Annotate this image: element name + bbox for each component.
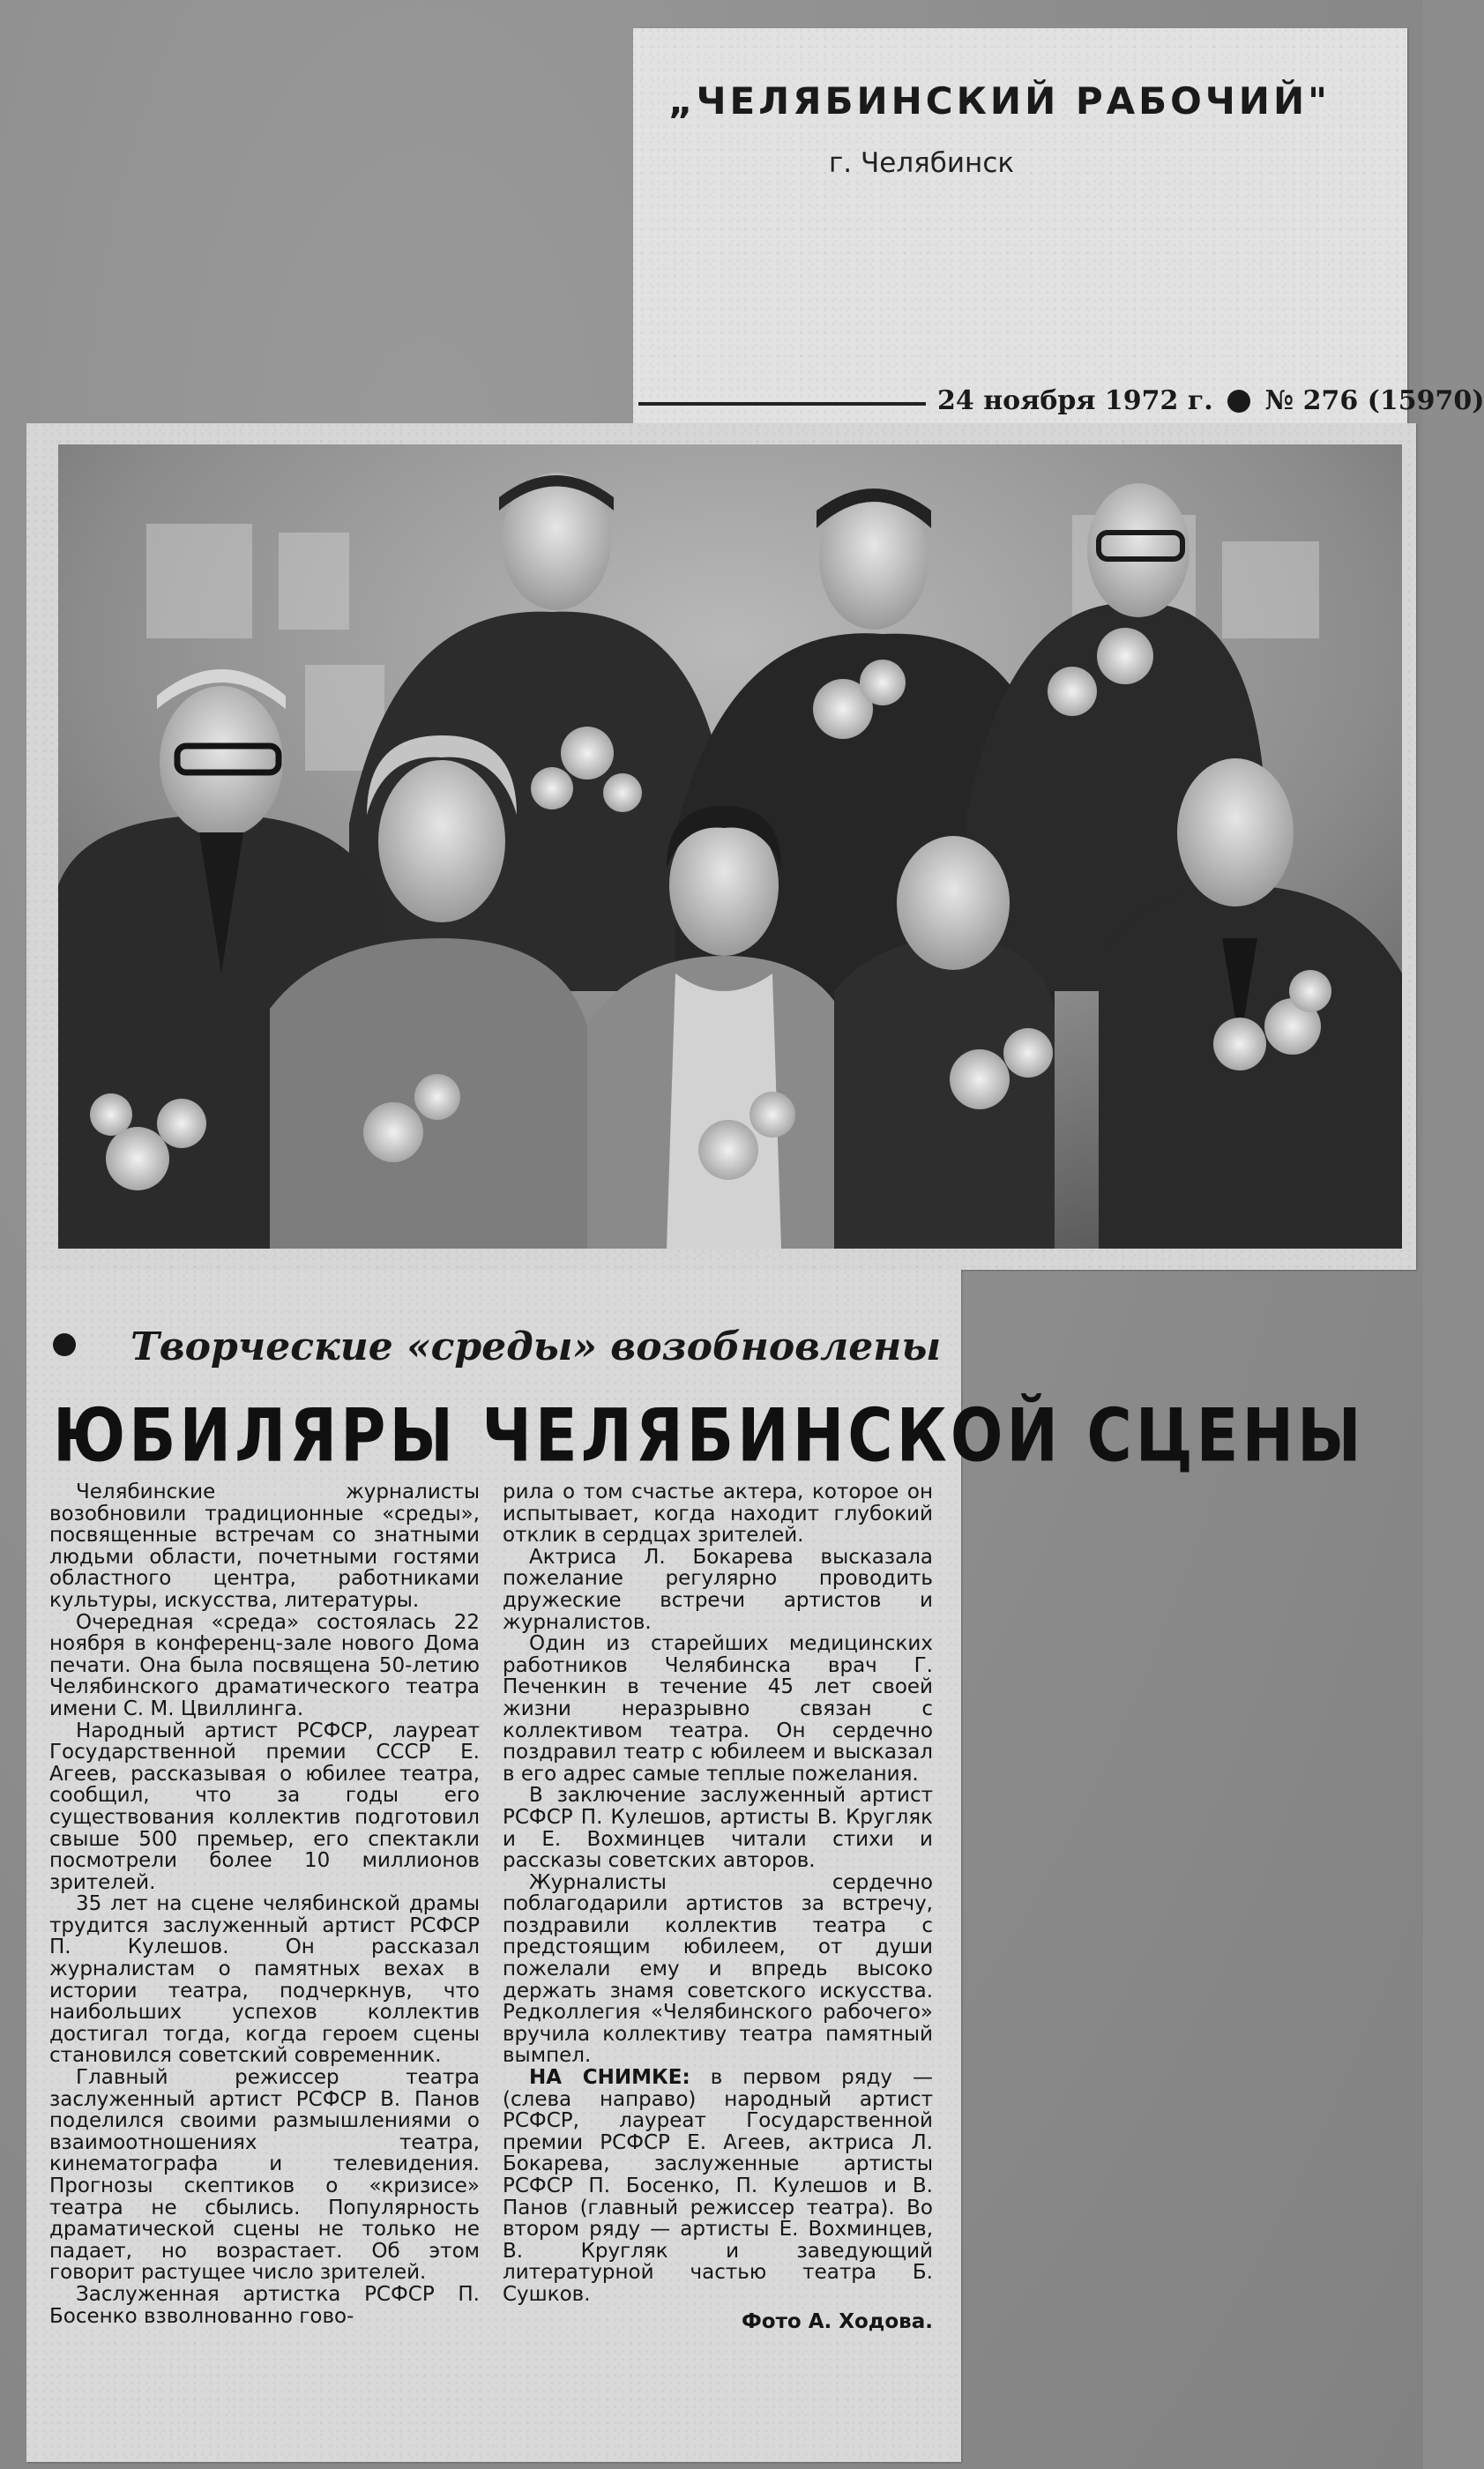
dateline (937, 385, 1484, 416)
article-clipping (26, 1270, 1365, 2462)
paragraph: Народный артист РСФСР, лауреат Государственной премии СССР Е. Агеев, рассказывая о юбилее театра, сообщил, что за годы его существования коллектив подготовил свыше 500 премьер, его спектакли посмотрели более 10 миллионов зрителей. (49, 1719, 480, 1894)
paragraph: 35 лет на сцене челябинской драмы трудится заслуженный артист РСФСР П. Кулешов. Он рассказал журналистам о памятных вехах в истории театра, подчеркнув, что наибольших успехов коллектив достигал тогда, когда героем сцены становился советский современник. (49, 1892, 480, 2068)
article-column-left (49, 1481, 480, 2327)
paragraph: Очередная «среда» состоялась 22 ноября в конференц-зале нового Дома печати. Она была посвящена 50-летию Челябинского драматического театра имени С. М. Цвиллинга. (49, 1610, 480, 1720)
article-kicker (53, 1324, 943, 1369)
paragraph: Челябинские журналисты возобновили традиционные «среды», посвященные встречам со знатными людьми области, почетными гостями областного центра, работниками культуры, искусства, литературы. (49, 1481, 480, 1612)
newspaper-city: г. Челябинск (829, 147, 1015, 179)
photo-credit: Фото А. Ходова. (741, 2309, 933, 2333)
dot-separator-icon (1227, 390, 1250, 413)
issue-number: № 276 (15970) (1264, 385, 1484, 416)
caption-lead: НА СНИМКЕ: (529, 2066, 690, 2090)
paragraph: В заключение заслуженный артист РСФСР П. Кулешов, артисты В. Кругляк и Е. Вохминцев читали стихи и рассказы советских авторов. (503, 1784, 933, 1873)
photo-clipping (26, 423, 1416, 1270)
photo-caption (503, 2067, 933, 2306)
paragraph: Актриса Л. Бокарева высказала пожелание регулярно проводить дружеские встречи артистов и журналистов. (503, 1545, 933, 1634)
masthead-clipping (633, 28, 1484, 434)
article-headline: ЮБИЛЯРЫ ЧЕЛЯБИНСКОЙ СЦЕНЫ (53, 1393, 1365, 1479)
caption-text: в первом ряду — (слева направо) народный артист РСФСР, лауреат Государственной премии РСФСР Е. Агеев, актриса Л. Бокарева, заслуженные артисты РСФСР П. Босенко, П. Кулешов и В. Панов (главный режиссер театра). Во втором ряду — артисты Е. Вохминцев, В. Кругляк и заведующий литературной частью театра Б. Сушков. (503, 2066, 934, 2306)
group-photo (58, 444, 1402, 1249)
paragraph: Журналисты сердечно поблагодарили артистов за встречу, поздравили коллектив театра с предстоящим юбилеем, от души пожелали ему и впредь высоко держать знамя советского искусства. Редколлегия «Челябинского рабочего» вручила коллективу театра памятный вымпел. (503, 1870, 933, 2068)
bullet-icon (53, 1333, 76, 1356)
paragraph: Заслуженная артистка РСФСР П. Босенко взволнованно гово- (49, 2282, 480, 2328)
group-photo-illustration (58, 444, 1402, 1249)
paragraph: Один из старейших медицинских работников Челябинска врач Г. Печенкин в течение 45 лет своей жизни неразрывно связан с коллективом театра. Он сердечно поздравил театр с юбилеем и высказал в его адрес самые теплые пожелания. (503, 1632, 933, 1786)
paragraph: Главный режиссер театра заслуженный артист РСФСР В. Панов поделился своими размышлениями о взаимоотношениях театра, кинематографа и телевидения. Прогнозы скептиков о «кризисе» театра не сбылись. Популярность драматической сцены не только не падает, но возрастает. Об этом говорит растущее число зрителей. (49, 2066, 480, 2285)
paragraph: рила о том счастье актера, которое он испытывает, когда находит глубокий отклик в сердцах зрителей. (503, 1481, 933, 1548)
issue-date: 24 ноября 1972 г. (937, 385, 1213, 416)
article-column-right (503, 1481, 933, 2332)
kicker-text: Творческие «среды» возобновлены (131, 1324, 942, 1369)
masthead-rule (638, 402, 926, 406)
newspaper-name: „ЧЕЛЯБИНСКИЙ РАБОЧИЙ" (668, 79, 1331, 123)
